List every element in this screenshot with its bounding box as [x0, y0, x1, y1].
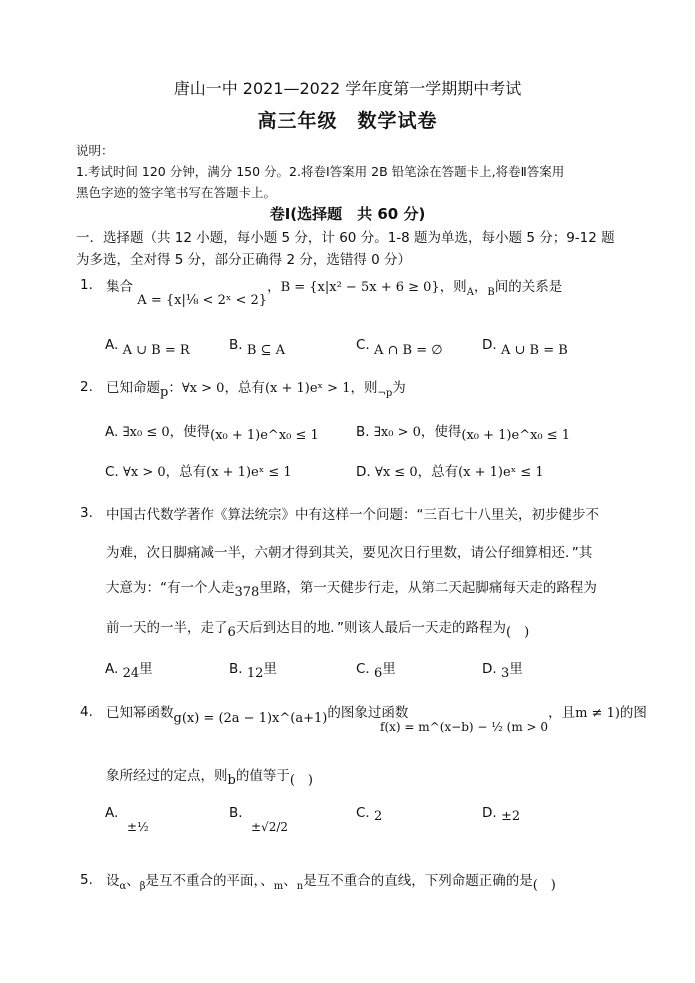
- q2-number: 2.: [80, 379, 93, 395]
- q2-math-2: (x + 1)eˣ > 1: [264, 381, 351, 396]
- q2-option-a-math-1: ∃x₀ ≤ 0: [122, 425, 170, 440]
- q5-text-3: 是互不重合的平面，、: [145, 873, 274, 889]
- q3-answer-paren: ( ): [506, 625, 530, 640]
- q3-option-d-num: 3: [500, 666, 510, 681]
- q3-option-a-unit: 里: [139, 661, 153, 677]
- section-instructions-1: 一．选择题（共 12 小题，每小题 5 分，计 60 分。1-8 题为单选，每小题 5 分；9-12 题: [76, 230, 615, 246]
- q5-answer-paren: ( ): [532, 878, 556, 893]
- q3-option-c-num: 6: [374, 666, 383, 681]
- q1-option-a-text: A ∪ B = R: [122, 343, 190, 358]
- q3-days: 6: [227, 625, 236, 640]
- q3-option-d-label: D.: [482, 661, 497, 677]
- q2-text: 已知命题: [106, 380, 160, 396]
- q2-text-4: ，则: [350, 380, 378, 396]
- q4-line-2-a: 象所经过的定点，则: [106, 768, 228, 784]
- q2-option-a-label: A.: [105, 424, 119, 440]
- q3-option-a-num: 24: [122, 666, 140, 681]
- q2-option-c[interactable]: [105, 460, 292, 480]
- q1-option-a[interactable]: [105, 337, 190, 358]
- q2-option-b[interactable]: [356, 420, 571, 443]
- q3-option-d-unit: 里: [509, 661, 523, 677]
- q5-text-2: 、: [126, 873, 140, 889]
- q5-text-5: 是互不重合的直线，下列命题正确的是: [303, 873, 533, 889]
- q2-stem: [106, 376, 406, 400]
- q3-line-1: 中国古代数学著作《算法统宗》中有这样一个问题：“三百七十八里关，初步健步不: [106, 507, 599, 523]
- q2-option-d-math-1: ∀x ≤ 0: [374, 465, 418, 480]
- q4-option-d-label: D.: [482, 805, 497, 821]
- q2-option-b-math-2: (x₀ + 1)e^x₀ ≤ 1: [461, 428, 571, 443]
- q1-option-b-text: B ⊆ A: [246, 343, 285, 358]
- q4-option-a[interactable]: [105, 805, 149, 837]
- q3-option-a-label: A.: [105, 661, 119, 677]
- q3-line-3-a: 大意为：“有一个人走: [106, 580, 235, 596]
- q4-stem-right: [380, 701, 647, 734]
- q5-text-4: 、: [283, 873, 297, 889]
- q4-text-2: 的图象过函数: [327, 705, 409, 721]
- q1-option-b[interactable]: [229, 337, 285, 358]
- q2-math-1: ∀x > 0: [181, 381, 225, 396]
- q1-text-3: ，: [473, 279, 488, 295]
- q4-text-3: ，且: [548, 705, 576, 721]
- section-heading: 卷Ⅰ(选择题 共 60 分): [269, 205, 426, 223]
- q1-sep: ，: [267, 279, 281, 295]
- q4-line-2: [106, 764, 313, 788]
- q5-number: 5.: [80, 872, 93, 888]
- notes-line-2: 黑色字迹的签字笔书写在答题卡上。: [76, 185, 277, 200]
- q1-option-c-label: C.: [356, 337, 370, 353]
- q4-text-4: 的图: [619, 705, 647, 721]
- q2-option-c-text: ，总有: [165, 464, 207, 480]
- q1-option-d[interactable]: [482, 337, 568, 358]
- q2-option-b-math-1: ∃x₀ > 0: [373, 425, 421, 440]
- q2-text-5: 为: [392, 380, 406, 396]
- exam-subtitle: 高三年级 数学试卷: [257, 110, 438, 132]
- q3-option-b-label: B.: [229, 661, 243, 677]
- q4-option-a-text: ±½: [127, 820, 149, 834]
- q4-option-d[interactable]: [482, 805, 521, 824]
- q4-option-b[interactable]: [229, 805, 289, 837]
- q4-m-condition: m ≠ 1): [575, 706, 620, 721]
- q2-option-c-math-1: ∀x > 0: [123, 465, 166, 480]
- q1-b: B: [487, 287, 495, 298]
- q3-option-b[interactable]: [229, 657, 277, 681]
- q2-option-d-label: D.: [356, 464, 371, 480]
- q1-option-c[interactable]: [356, 337, 443, 358]
- q4-option-d-text: ±2: [500, 809, 521, 824]
- q1-option-a-label: A.: [105, 337, 119, 353]
- q1-text-4: 间的关系是: [494, 279, 563, 295]
- q4-option-b-text: ±√2/2: [251, 820, 289, 834]
- q2-option-b-text: ，使得: [420, 424, 462, 440]
- q5-beta: β: [139, 881, 146, 892]
- q4-option-c-label: C.: [356, 805, 370, 821]
- q1-stem: [106, 275, 563, 308]
- q1-text: 集合: [106, 279, 133, 295]
- q2-option-c-label: C.: [105, 464, 119, 480]
- q4-answer-paren: ( ): [289, 773, 313, 788]
- q1-option-d-text: A ∪ B = B: [500, 343, 568, 358]
- notes-label: 说明：: [76, 143, 114, 158]
- q2-option-a-text: ，使得: [169, 424, 211, 440]
- q3-option-c[interactable]: [356, 657, 396, 681]
- q3-option-b-unit: 里: [263, 661, 277, 677]
- q5-m: m: [273, 881, 284, 892]
- q2-option-d-math-2: (x + 1)eˣ ≤ 1: [458, 465, 544, 480]
- q2-option-d-text: ，总有: [417, 464, 459, 480]
- q4-option-b-label: B.: [229, 805, 243, 821]
- exam-title: 唐山一中 2021—2022 学年度第一学期期中考试: [173, 79, 522, 98]
- q4-stem: [106, 701, 409, 726]
- q2-text-3: ，总有: [224, 380, 265, 396]
- q1-set-b: B = {x|x² − 5x + 6 ≥ 0}: [280, 280, 440, 295]
- q5-text: 设: [106, 873, 120, 889]
- q3-line-4-b: 天后到达目的地．”则该人最后一天走的路程为: [235, 620, 507, 636]
- q4-text: 已知幂函数: [106, 705, 174, 721]
- q2-option-c-math-2: (x + 1)eˣ ≤ 1: [206, 465, 292, 480]
- q4-option-c-text: 2: [374, 809, 383, 824]
- q1-text-2: ，则: [439, 279, 467, 295]
- q4-b: b: [227, 773, 236, 788]
- q2-option-b-label: B.: [356, 424, 370, 440]
- q1-option-d-label: D.: [482, 337, 497, 353]
- q3-option-a[interactable]: [105, 657, 153, 681]
- q4-f-function: f(x) = m^(x−b) − ½ (m > 0: [380, 720, 549, 734]
- q5-stem: [106, 869, 556, 893]
- q3-option-c-label: C.: [356, 661, 370, 677]
- q3-line-3: [106, 576, 597, 600]
- q3-option-b-num: 12: [246, 666, 264, 681]
- section-instructions-2: 为多选，全对得 5 分，部分正确得 2 分，选错得 0 分）: [76, 252, 412, 268]
- q3-line-4: [106, 616, 530, 640]
- q4-option-a-label: A.: [105, 805, 119, 821]
- q3-option-d[interactable]: [482, 657, 523, 681]
- q3-line-3-b: 里路，第一天健步行走，从第二天起脚痛每天走的路程为: [259, 580, 597, 596]
- q3-line-2: 为难，次日脚痛减一半，六朝才得到其关，要见次日行里数，请公仔细算相还．”其: [106, 545, 593, 561]
- q1-number: 1.: [80, 277, 93, 293]
- q4-line-2-c: 的值等于: [235, 768, 290, 784]
- q3-line-4-a: 前一天的一半，走了: [106, 620, 228, 636]
- q2-p: p: [160, 385, 169, 400]
- q4-number: 4.: [80, 704, 93, 720]
- q3-number: 3.: [80, 505, 93, 521]
- q2-option-a-math-2: (x₀ + 1)e^x₀ ≤ 1: [210, 428, 319, 443]
- q1-a: A: [466, 287, 474, 298]
- q4-g-function: g(x) = (2a − 1)x^(a+1): [173, 711, 328, 726]
- q4-option-c[interactable]: [356, 805, 383, 824]
- q2-not-p: ¬p: [377, 388, 393, 399]
- q3-option-c-unit: 里: [382, 661, 396, 677]
- q1-option-b-label: B.: [229, 337, 243, 353]
- q5-n: n: [296, 881, 304, 892]
- q2-option-a[interactable]: [105, 420, 319, 443]
- q2-option-d[interactable]: [356, 460, 544, 480]
- q2-text-2: ：: [168, 380, 182, 396]
- q1-set-a: A = {x|⅛ < 2ˣ < 2}: [137, 293, 268, 308]
- q3-distance: 378: [234, 585, 260, 600]
- q1-option-c-text: A ∩ B = ∅: [374, 343, 443, 358]
- notes-line-1: 1.考试时间 120 分钟，满分 150 分。2.将卷Ⅰ答案用 2B 铅笔涂在答题卡上,将卷Ⅱ答案用: [76, 164, 565, 179]
- q5-alpha: α: [119, 881, 127, 892]
